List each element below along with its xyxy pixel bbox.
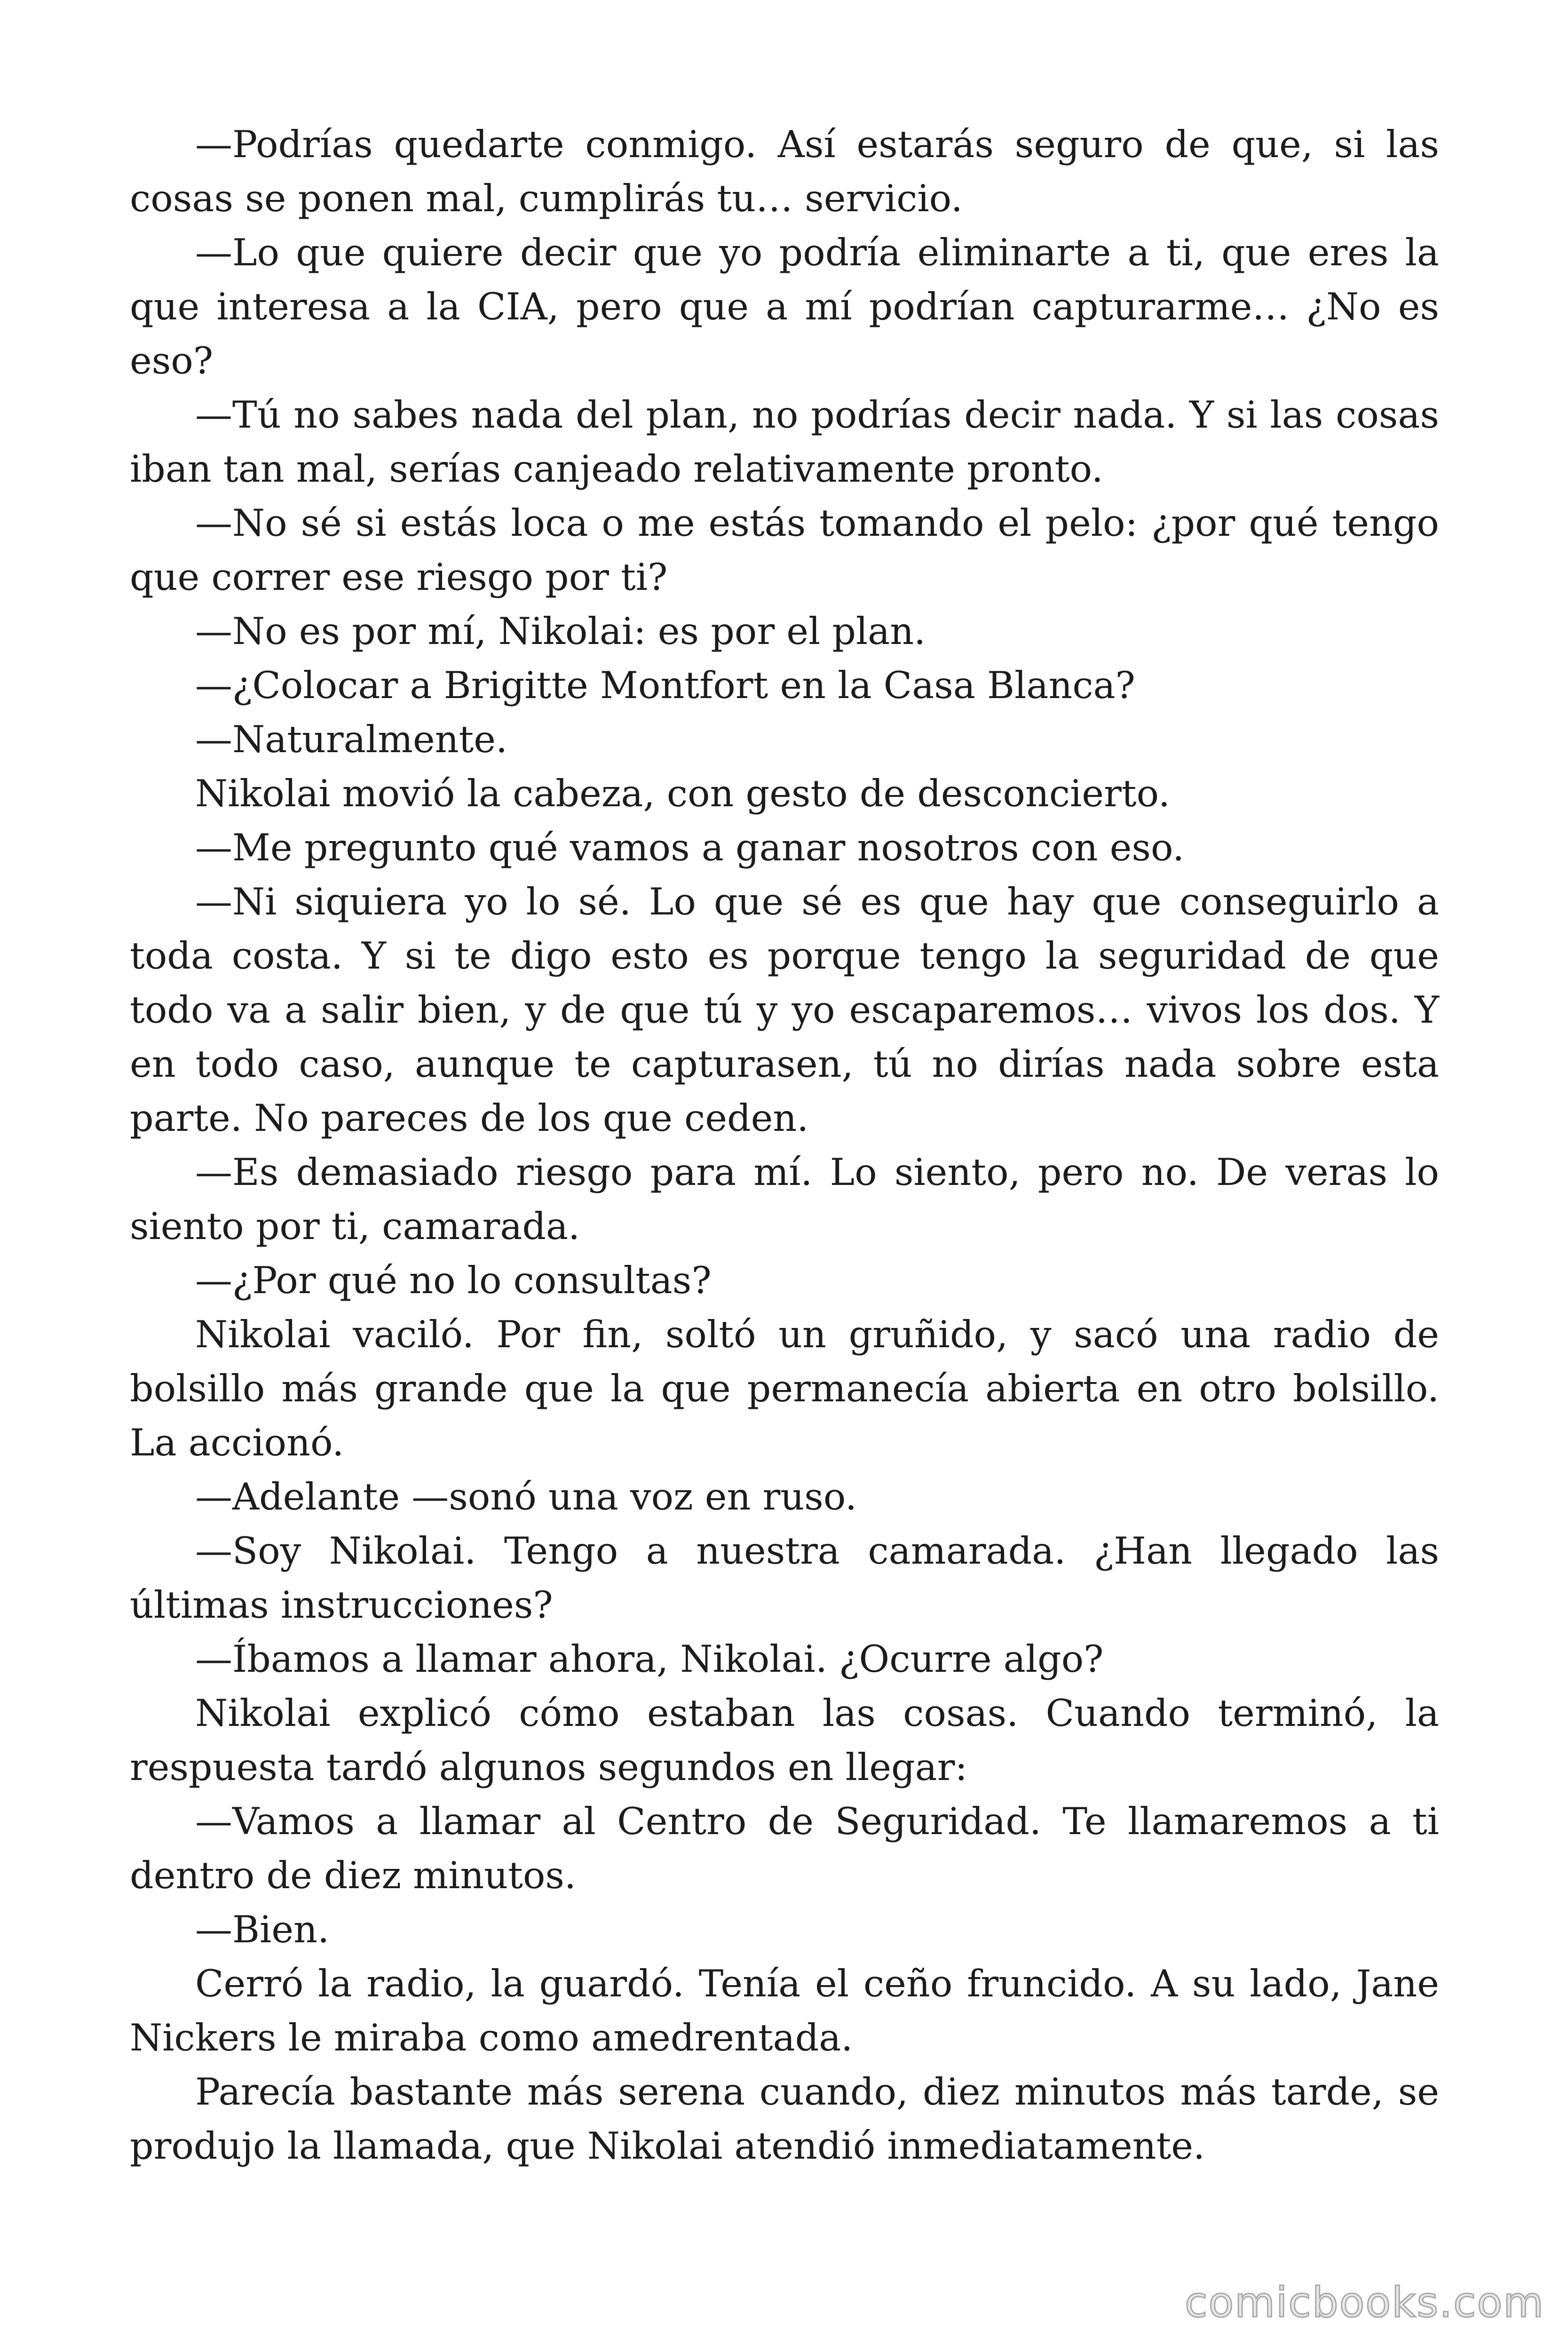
paragraph: Nikolai explicó cómo estaban las cosas. Cuando terminó, la respuesta tardó algunos segundos en llegar: xyxy=(130,1692,1439,1789)
paragraph: —Vamos a llamar al Centro de Seguridad. Te llamaremos a ti dentro de diez minutos. xyxy=(130,1800,1439,1897)
paragraph: Nikolai vaciló. Por fin, soltó un gruñido, y sacó una radio de bolsillo más grande que la que permanecía abierta en otro bolsillo. La accionó. xyxy=(130,1313,1439,1464)
paragraph: —¿Por qué no lo consultas? xyxy=(195,1259,712,1302)
paragraph: —Soy Nikolai. Tengo a nuestra camarada. ¿Han llegado las últimas instrucciones? xyxy=(130,1529,1439,1627)
paragraph: —Es demasiado riesgo para mí. Lo siento, pero no. De veras lo siento por ti, camarada. xyxy=(130,1151,1439,1248)
paragraph: —No sé si estás loca o me estás tomando el pelo: ¿por qué tengo que correr ese riesgo por ti? xyxy=(130,501,1439,599)
watermark: comicbooks.com xyxy=(1184,2278,1544,2327)
paragraph: —No es por mí, Nikolai: es por el plan. xyxy=(195,610,926,653)
paragraph: —¿Colocar a Brigitte Montfort en la Casa Blanca? xyxy=(195,664,1135,707)
paragraph: —Adelante —sonó una voz en ruso. xyxy=(195,1475,857,1518)
paragraph: —Tú no sabes nada del plan, no podrías decir nada. Y si las cosas iban tan mal, serías canjeado relativamente pronto. xyxy=(130,393,1439,491)
paragraph: Cerró la radio, la guardó. Tenía el ceño fruncido. A su lado, Jane Nickers le miraba como amedrentada. xyxy=(130,1962,1439,2059)
paragraph: —Lo que quiere decir que yo podría eliminarte a ti, que eres la que interesa a la CIA, pero que a mí podrían capturarme… ¿No es eso? xyxy=(130,231,1439,382)
paragraph: Parecía bastante más serena cuando, diez minutos más tarde, se produjo la llamada, que Nikolai atendió inmediatamente. xyxy=(130,2070,1439,2168)
paragraph: —Me pregunto qué vamos a ganar nosotros con eso. xyxy=(195,826,1185,869)
paragraph: —Bien. xyxy=(195,1908,330,1951)
page-body xyxy=(130,118,1439,2173)
paragraph: —Ni siquiera yo lo sé. Lo que sé es que hay que conseguirlo a toda costa. Y si te digo esto es porque tengo la seguridad de que todo va a salir bien, y de que tú y yo escaparemos… vivos los dos. Y en todo caso, aunque te capturasen, tú no dirías nada sobre esta parte. No pareces de los que ceden. xyxy=(130,880,1439,1140)
paragraph: —Podrías quedarte conmigo. Así estarás seguro de que, si las cosas se ponen mal, cumplirás tu… servicio. xyxy=(130,123,1439,220)
paragraph: —Íbamos a llamar ahora, Nikolai. ¿Ocurre algo? xyxy=(195,1637,1104,1681)
paragraph: Nikolai movió la cabeza, con gesto de desconcierto. xyxy=(195,772,1170,815)
paragraph: —Naturalmente. xyxy=(195,718,508,761)
